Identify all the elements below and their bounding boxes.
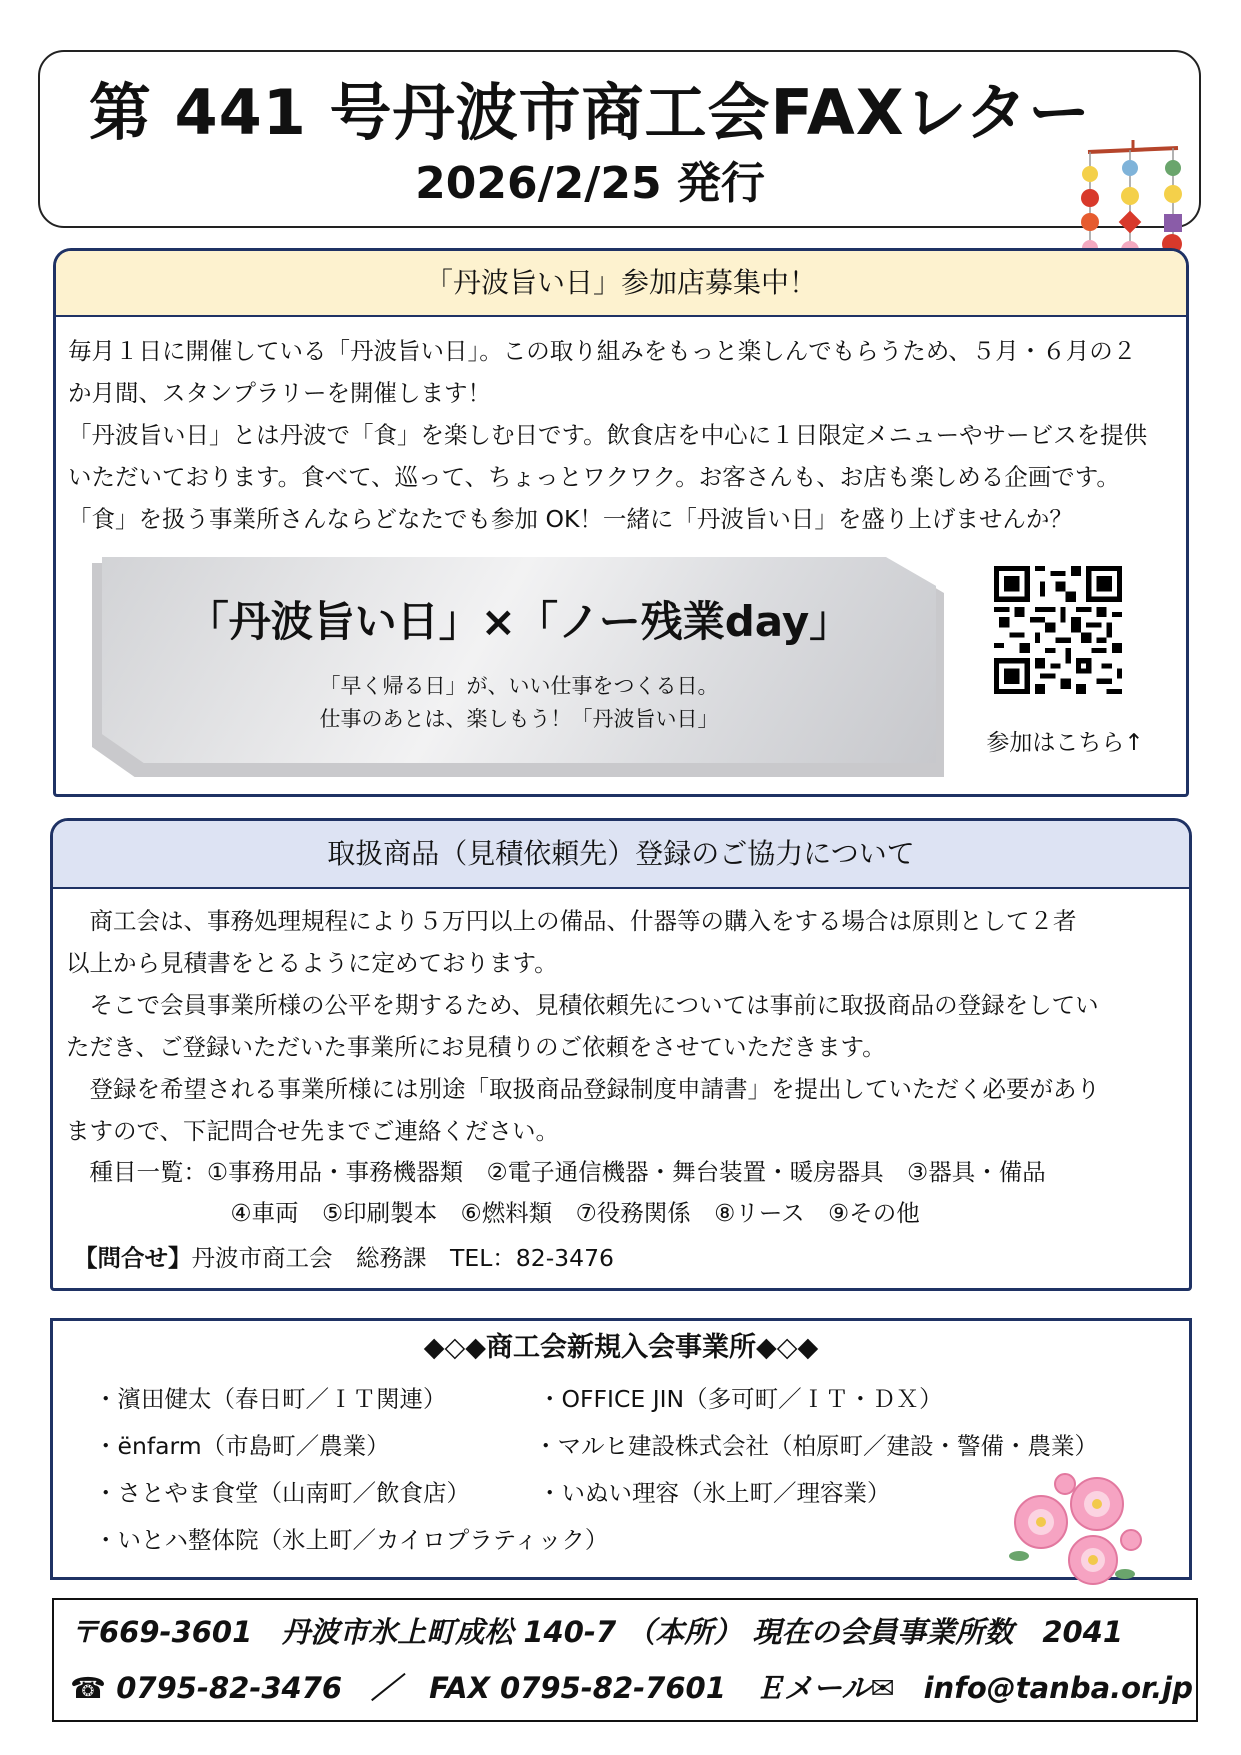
section1-header	[56, 251, 1186, 317]
section2-line: 登録を希望される事業所様には別途「取扱商品登録制度申請書」を提出していただく必要があり	[66, 1075, 1100, 1103]
section2-line: 以上から見積書をとるように定めております。	[66, 949, 558, 977]
banner-subtitle: 「早く帰る日」が、いい仕事をつくる日。	[319, 674, 719, 698]
member-item: ・マルヒ建設株式会社（柏原町／建設・警備・農業）	[534, 1432, 1098, 1460]
section2-header	[53, 821, 1189, 889]
section1-line: いただいております。食べて、巡って、ちょっとワクワク。お客さんも、お店も楽しめる企画です。	[68, 463, 1120, 491]
page-title: 第 441 号丹波市商工会FAXレター	[88, 76, 1092, 149]
member-item: ・さとやま食堂（山南町／飲食店）	[94, 1479, 470, 1507]
inquiry-label: 【問合せ】	[74, 1244, 192, 1272]
category-list-line: ④車両 ⑤印刷製本 ⑥燃料類 ⑦役務関係 ⑧リース ⑨その他	[66, 1199, 920, 1227]
section1-title: 「丹波旨い日」参加店募集中！	[424, 266, 817, 299]
section1-line: か月間、スタンプラリーを開催します！	[68, 379, 491, 407]
member-item: ・いぬい理容（氷上町／理容業）	[538, 1479, 891, 1507]
section1-line: 「丹波旨い日」とは丹波で「食」を楽しむ日です。飲食店を中心に１日限定メニューやサービスを提供	[68, 421, 1148, 449]
flower-illustration	[1005, 1470, 1145, 1590]
section1-line: 「食」を扱う事業所さんならどなたでも参加 OK！一緒に「丹波旨い日」を盛り上げませんか？	[68, 505, 1073, 533]
qr-code-icon[interactable]	[994, 566, 1122, 694]
section1-line: 毎月１日に開催している「丹波旨い日」。この取り組みをもっと楽しんでもらうため、５月・６月の２	[68, 337, 1137, 365]
member-item: ・ënfarm（市島町／農業）	[94, 1432, 390, 1460]
banner-subtitle: 仕事のあとは、楽しもう！「丹波旨い日」	[319, 707, 719, 731]
inquiry-contact	[74, 1240, 614, 1276]
member-item: ・OFFICE JIN（多可町／ＩＴ・ＤＸ）	[538, 1385, 943, 1413]
section2-title: 取扱商品（見積依頼先）登録のご協力について	[327, 837, 915, 870]
banner-title: 「丹波旨い日」×「ノー残業day」	[186, 597, 852, 646]
category-list-line: 種目一覧：①事務用品・事務機器類 ②電子通信機器・舞台装置・暖房器具 ③器具・備品	[66, 1158, 1046, 1186]
inquiry-text: 丹波市商工会 総務課 TEL：82-3476	[191, 1244, 614, 1272]
section2-line: 商工会は、事務処理規程により５万円以上の備品、什器等の購入をする場合は原則として２者	[66, 907, 1077, 935]
qr-caption: 参加はこちら↑	[986, 730, 1144, 756]
section2-body	[66, 900, 1176, 1234]
member-item: ・濱田健太（春日町／ＩＴ関連）	[94, 1385, 447, 1413]
section2-line: そこで会員事業所様の公平を期するため、見積依頼先については事前に取扱商品の登録をしてい	[66, 991, 1099, 1019]
footer-address: 〒669-3601 丹波市氷上町成松 140-7 （本所） 現在の会員事業所数 2041	[70, 1615, 1124, 1649]
issue-date: 2026/2/25 発行	[415, 158, 765, 209]
member-item: ・いとハ整体院（氷上町／カイロプラティック）	[94, 1526, 609, 1554]
section2-line: ただき、ご登録いただいた事業所にお見積りのご依頼をさせていただきます。	[66, 1033, 886, 1061]
footer-contact: ☎ 0795-82-3476 ／ FAX 0795-82-7601 Ｅメール✉ info@tanba.or.jp	[70, 1671, 1193, 1705]
section3-title: ◆◇◆商工会新規入会事業所◆◇◆	[423, 1332, 819, 1363]
section1-body	[68, 330, 1178, 540]
section2-line: ますので、下記問合せ先までご連絡ください。	[66, 1117, 560, 1145]
